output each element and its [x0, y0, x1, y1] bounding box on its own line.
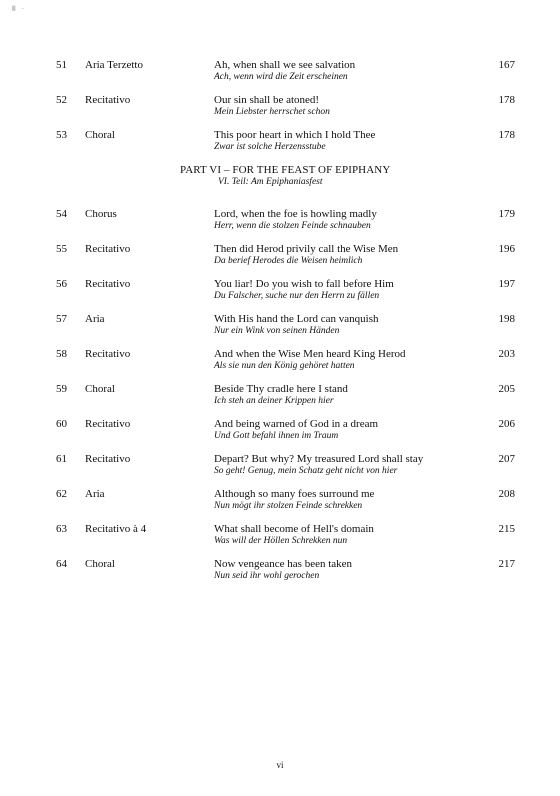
entry-english-title: Our sin shall be atoned!: [214, 94, 320, 106]
entry-page-number: 203: [498, 348, 515, 360]
toc-entry: [0, 521, 560, 556]
entry-page-number: 215: [498, 523, 515, 535]
entry-english-title: This poor heart in which I hold Thee: [214, 129, 376, 141]
table-of-contents: [0, 57, 560, 591]
toc-entry: [0, 346, 560, 381]
toc-entry: [0, 311, 560, 346]
entry-number: 64: [56, 558, 67, 570]
entry-number: 63: [56, 523, 67, 535]
entry-number: 62: [56, 488, 67, 500]
part-heading: [0, 164, 560, 206]
entry-type: Recitativo: [85, 243, 131, 255]
entry-type: Chorus: [85, 208, 117, 220]
entry-german-title: Da berief Herodes die Weisen heimlich: [214, 256, 363, 266]
entry-page-number: 206: [498, 418, 515, 430]
entry-german-title: Ich steh an deiner Krippen hier: [214, 396, 334, 406]
entry-page-number: 208: [498, 488, 515, 500]
entry-type: Choral: [85, 129, 115, 141]
toc-entry: [0, 381, 560, 416]
toc-entry: [0, 241, 560, 276]
entry-number: 55: [56, 243, 67, 255]
entry-english-title: With His hand the Lord can vanquish: [214, 313, 379, 325]
entry-type: Recitativo: [85, 94, 131, 106]
toc-entry: [0, 127, 560, 164]
entry-german-title: Mein Liebster herrschet schon: [214, 107, 330, 117]
entry-number: 51: [56, 59, 67, 71]
entry-number: 59: [56, 383, 67, 395]
entry-german-title: Ach, wenn wird die Zeit erscheinen: [214, 72, 348, 82]
entry-type: Recitativo à 4: [85, 523, 147, 535]
toc-entry: [0, 92, 560, 127]
toc-entry: [0, 57, 560, 92]
entry-english-title: Depart? But why? My treasured Lord shall stay: [214, 453, 424, 465]
entry-number: 56: [56, 278, 67, 290]
entry-type: Recitativo: [85, 453, 131, 465]
entry-type: Aria: [85, 313, 105, 325]
entry-page-number: 196: [498, 243, 515, 255]
scan-mark: ▘ ˉ: [12, 6, 25, 16]
entry-german-title: Und Gott befahl ihnen im Traum: [214, 431, 339, 441]
entry-english-title: You liar! Do you wish to fall before Him: [214, 278, 394, 290]
entry-english-title: And being warned of God in a dream: [214, 418, 379, 430]
entry-type: Choral: [85, 383, 115, 395]
entry-german-title: Was will der Höllen Schrekken nun: [214, 536, 348, 546]
toc-entry: [0, 206, 560, 241]
entry-english-title: Although so many foes surround me: [214, 488, 375, 500]
entry-page-number: 197: [498, 278, 515, 290]
entry-english-title: Beside Thy cradle here I stand: [214, 383, 348, 395]
entry-page-number: 207: [498, 453, 515, 465]
entry-number: 58: [56, 348, 67, 360]
entry-english-title: Ah, when shall we see salvation: [214, 59, 356, 71]
entry-number: 61: [56, 453, 67, 465]
toc-entry: [0, 451, 560, 486]
entry-type: Recitativo: [85, 278, 131, 290]
entry-english-title: What shall become of Hell's domain: [214, 523, 374, 535]
entry-page-number: 205: [498, 383, 515, 395]
entry-number: 54: [56, 208, 67, 220]
entry-german-title: Nun seid ihr wohl gerochen: [214, 571, 320, 581]
entry-page-number: 217: [498, 558, 515, 570]
entry-page-number: 179: [498, 208, 515, 220]
entry-page-number: 178: [498, 129, 515, 141]
toc-entry: [0, 416, 560, 451]
entry-english-title: Lord, when the foe is howling madly: [214, 208, 377, 220]
footer-page-number: vi: [276, 760, 284, 770]
toc-entry: [0, 486, 560, 521]
entry-page-number: 198: [498, 313, 515, 325]
entry-german-title: Herr, wenn die stolzen Feinde schnauben: [214, 221, 371, 231]
entry-page-number: 167: [498, 59, 515, 71]
toc-entry: [0, 556, 560, 591]
entry-page-number: 178: [498, 94, 515, 106]
entry-type: Recitativo: [85, 348, 131, 360]
entry-german-title: Nun mögt ihr stolzen Feinde schrekken: [214, 501, 363, 511]
entry-german-title: So geht! Genug, mein Schatz geht nicht von hier: [214, 466, 398, 476]
entry-english-title: And when the Wise Men heard King Herod: [214, 348, 406, 360]
entry-type: Recitativo: [85, 418, 131, 430]
entry-type: Aria Terzetto: [85, 59, 143, 71]
entry-type: Choral: [85, 558, 115, 570]
entry-english-title: Now vengeance has been taken: [214, 558, 353, 570]
entry-number: 53: [56, 129, 67, 141]
entry-number: 60: [56, 418, 67, 430]
entry-german-title: Du Falscher, suche nur den Herrn zu fällen: [214, 291, 380, 301]
entry-german-title: Als sie nun den König gehöret hatten: [214, 361, 355, 371]
entry-german-title: Nur ein Wink von seinen Händen: [214, 326, 340, 336]
toc-entry: [0, 276, 560, 311]
entry-german-title: Zwar ist solche Herzensstube: [214, 142, 326, 152]
entry-number: 57: [56, 313, 67, 325]
entry-number: 52: [56, 94, 67, 106]
entry-type: Aria: [85, 488, 105, 500]
part-subtitle: VI. Teil: Am Epiphaniasfest: [218, 177, 323, 187]
part-title: PART VI – FOR THE FEAST OF EPIPHANY: [180, 164, 391, 176]
entry-english-title: Then did Herod privily call the Wise Men: [214, 243, 399, 255]
